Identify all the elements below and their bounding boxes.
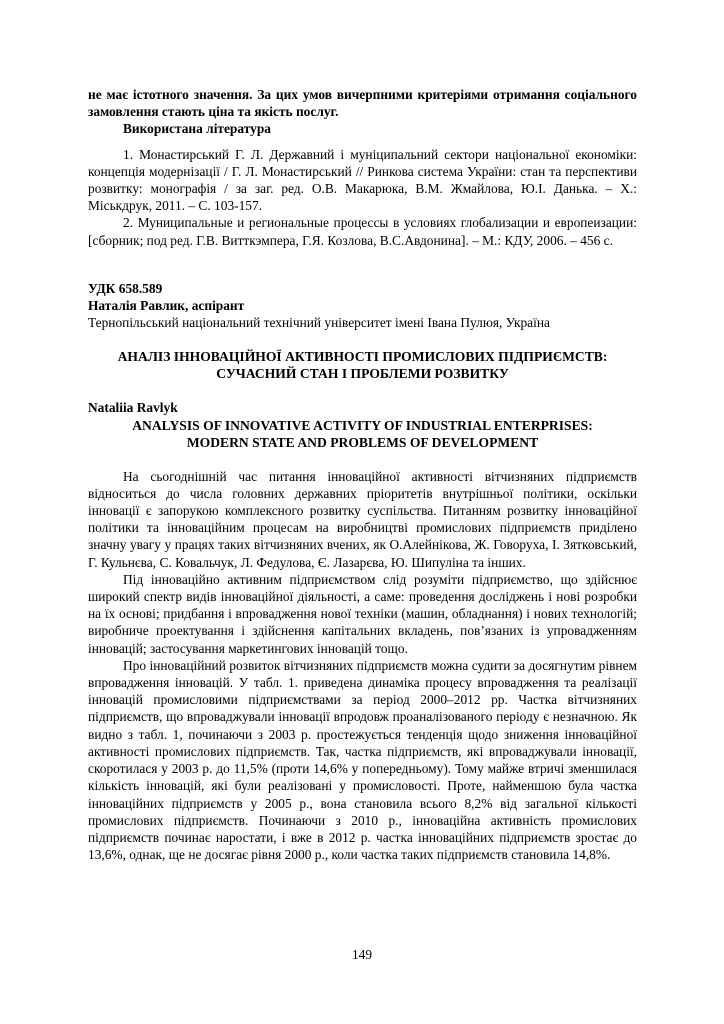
references-heading: Використана література bbox=[123, 121, 271, 137]
reference-item: 1. Монастирський Г. Л. Державний і муніципальний сектори національної економіки: концепція модернізації / Г. Л. Монастирський // Ринкова система України: стан та перспективи розвитку: монографія / за заг. ред. О.В. Макарюка, В.М. Жмайлова, Ю.І. Данька. – Х.: Міськдрук, 2011. – С. 103-157. bbox=[88, 146, 637, 214]
udk-code: УДК 658.589 bbox=[88, 280, 163, 296]
title-en-line1: ANALYSIS OF INNOVATIVE ACTIVITY OF INDUSTRIAL ENTERPRISES: bbox=[132, 417, 593, 433]
author-ua: Наталія Равлик, аспірант bbox=[88, 298, 245, 314]
body-paragraph: На сьогоднішній час питання інноваційної активності вітчизняних підприємств відноситься до числа головних державних пріоритетів внутрішньої політики, оскільки інновації є запорукою комплексного розвитку суспільства. Питанням розвитку інноваційної політики та інноваційним процесам на виробництві промислових підприємств приділено значну увагу у працях таких вітчизняних вчених, як О.Алейнікова, Ж. Говоруха, І. Зятковський, Г. Кульнєва, С. Ковальчук, Л. Федулова, Є. Лазарєва, Ю. Шипуліна та інших. bbox=[88, 468, 637, 570]
page-number: 149 bbox=[351, 947, 373, 962]
title-ua-line1: АНАЛІЗ ІННОВАЦІЙНОЇ АКТИВНОСТІ ПРОМИСЛОВИХ ПІДПРИЄМСТВ: bbox=[117, 349, 608, 365]
body-paragraph: Під інноваційно активним підприємством слід розуміти підприємство, що здійснює широкий спектр видів інноваційної діяльності, а саме: проведення досліджень і нові розробки на їх основі; придбання і впровадження нової техніки (машин, обладнання) і нових технологій; виробниче проектування і здійснення капітальних вкладень, пов’язаних із упровадженням інновацій; застосування маркетингових інновацій тощо. bbox=[88, 571, 637, 656]
title-en-line2: MODERN STATE AND PROBLEMS OF DEVELOPMENT bbox=[186, 434, 539, 450]
body-paragraph: Про інноваційний розвиток вітчизняних підприємств можна судити за досягнутим рівнем впровадження інновацій. У табл. 1. приведена динаміка процесу впровадження та реалізації інновацій промисловими підприємствами за період 2000–2012 рр. Частка вітчизняних підприємств, що впроваджували інновації впродовж проаналізованого періоду є незначною. Як видно з табл. 1, починаючи з 2003 р. простежується тенденція щодо зниження інноваційної активності промислових підприємств. Так, частка підприємств, які впроваджували інновації, скоротилася у 2003 р. до 11,5% (проти 14,6% у попередньому). Тому майже втричі зменшилася кількість інновацій, які були реалізовані у промисловості. Проте, найменшою була частка інноваційних підприємств у 2005 р., вона становила всього 8,2% від загальної кількості промислових підприємств. Починаючи з 2010 р., інноваційна активність промислових підприємств починає наростати, і вже в 2012 р. частка інноваційних підприємств зростає до 13,6%, однак, ще не досягає рівня 2000 р., коли частка таких підприємств становила 14,8%. bbox=[88, 657, 637, 863]
page-content bbox=[88, 86, 637, 863]
title-ua-line2: СУЧАСНИЙ СТАН І ПРОБЛЕМИ РОЗВИТКУ bbox=[216, 366, 509, 382]
intro-paragraph: не має істотного значення. За цих умов вичерпними критеріями отримання соціального замовлення стають ціна та якість послуг. bbox=[88, 87, 637, 120]
author-en: Nataliia Ravlyk bbox=[88, 400, 178, 416]
title-ua bbox=[88, 348, 637, 382]
affiliation: Тернопільський національний технічний університет імені Івана Пулюя, Україна bbox=[88, 315, 550, 331]
title-en bbox=[88, 417, 637, 451]
reference-item: 2. Муниципальные и региональные процессы в условиях глобализации и европеизации: [сборник; под ред. Г.В. Витткэмпера, Г.Я. Козлова, В.С.Авдонина]. – М.: КДУ, 2006. – 456 с. bbox=[88, 215, 637, 248]
